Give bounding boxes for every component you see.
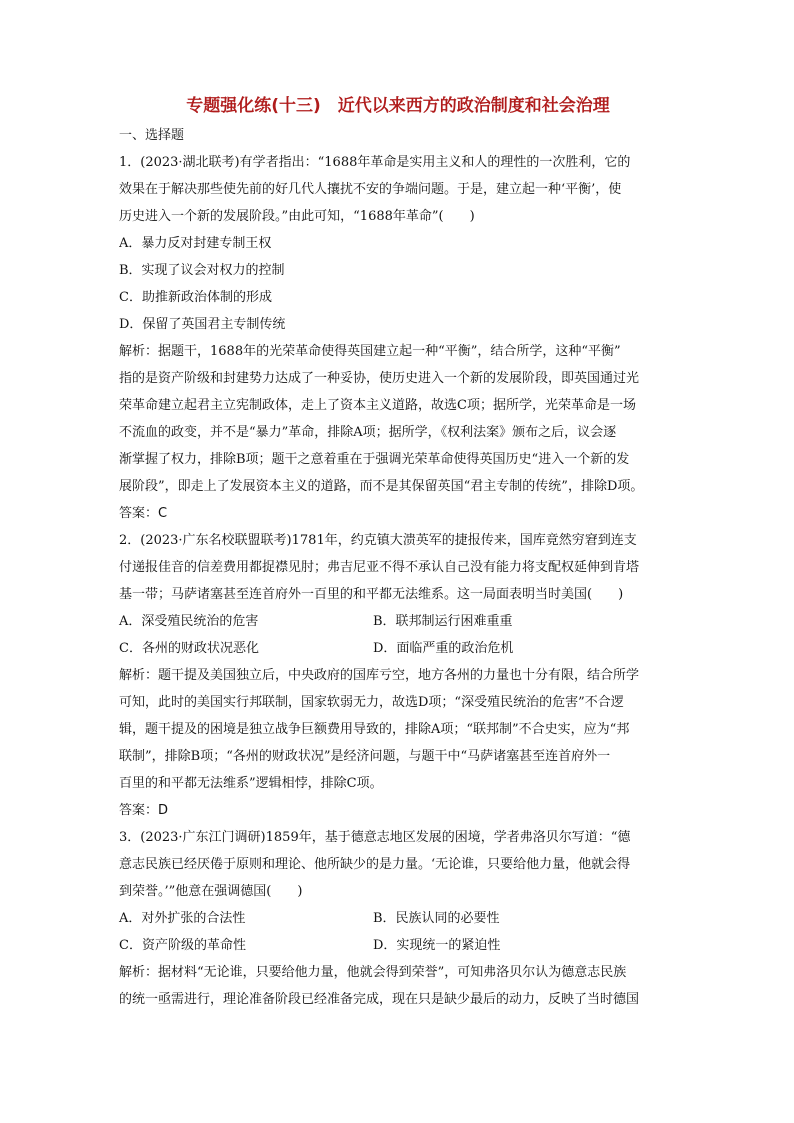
question-stem-line: 到荣誉。’”他意在强调德国( )	[119, 884, 303, 899]
question-stem-line: 2．(2023·广东名校联盟联考)1781年，约克镇大溃英军的捷报传来，国库竟然穷窘到连支	[119, 533, 637, 548]
answer-line: 答案：D	[119, 803, 169, 818]
option-a: A．深受殖民统治的危害	[119, 614, 259, 629]
option-d: D．面临严重的政治危机	[373, 641, 514, 656]
document-page	[119, 92, 677, 1013]
question-stem-line: 历史进入一个新的发展阶段。”由此可知，“1688年革命”( )	[119, 209, 475, 224]
question-1	[119, 149, 677, 527]
option-row	[119, 635, 677, 662]
analysis-line: 联制”，排除B项；“各州的财政状况”是经济问题，与题干中“马萨诸塞甚至连首府外一	[119, 749, 611, 764]
question-stem-line: 意志民族已经厌倦于原则和理论、他所缺少的是力量。‘无论谁，只要给他力量，他就会得	[119, 857, 631, 872]
option-b: B．民族认同的必要性	[373, 911, 500, 926]
question-stem-line: 付递报佳音的信差费用都捉襟见肘；弗吉尼亚不得不承认自己没有能力将支配权延伸到肯塔	[119, 560, 640, 575]
analysis-line: 的统一亟需进行，理论准备阶段已经准备完成，现在只是缺少最后的动力，反映了当时德国	[119, 992, 640, 1007]
option-b: B．实现了议会对权力的控制	[119, 263, 285, 278]
analysis-line: 解析：题干提及美国独立后，中央政府的国库亏空，地方各州的力量也十分有限，结合所学	[119, 668, 640, 683]
section-heading: 一、选择题	[119, 128, 185, 143]
analysis-line: 可知，此时的美国实行邦联制，国家软弱无力，故选D项；“深受殖民统治的危害”不合逻	[119, 695, 624, 710]
analysis-line: 展阶段”，即走上了发展资本主义的道路，而不是其保留英国“君主专制的传统”，排除D项。	[119, 479, 644, 494]
question-stem-line: 基一带；马萨诸塞甚至连首府外一百里的和平都无法维系。这一局面表明当时美国( )	[119, 587, 624, 602]
option-row	[119, 905, 677, 932]
question-stem-line: 3．(2023·广东江门调研)1859年，基于德意志地区发展的困境，学者弗洛贝尔写道：“德	[119, 830, 631, 845]
analysis-line: 荣革命建立起君主立宪制政体，走上了资本主义道路，故选C项；据所学，光荣革命是一场	[119, 398, 636, 413]
analysis-line: 渐掌握了权力，排除B项；题干之意着重在于强调光荣革命使得英国历史“进入一个新的发	[119, 452, 630, 467]
analysis-line: 辑，题干提及的困境是独立战争巨额费用导致的，排除A项；“联邦制”不合史实，应为“邦	[119, 722, 630, 737]
analysis-line: 解析：据材料“无论谁，只要给他力量，他就会得到荣誉”，可知弗洛贝尔认为德意志民族	[119, 965, 627, 980]
option-a: A．暴力反对封建专制王权	[119, 236, 272, 251]
option-c: C．资产阶级的革命性	[119, 938, 246, 953]
option-row	[119, 608, 677, 635]
page-title: 专题强化练(十三) 近代以来西方的政治制度和社会治理	[186, 96, 610, 116]
analysis-line: 解析：据题干，1688年的光荣革命使得英国建立起一种“平衡”，结合所学，这种“平衡”	[119, 344, 621, 359]
option-c: C．助推新政治体制的形成	[119, 290, 272, 305]
question-stem-line: 效果在于解决那些使先前的好几代人攘扰不安的争端问题。于是，建立起一种‘平衡’，使	[119, 182, 622, 197]
analysis-line: 指的是资产阶级和封建势力达成了一种妥协，使历史进入一个新的发展阶段，即英国通过光	[119, 371, 640, 386]
analysis-line: 不流血的政变，并不是“暴力”革命，排除A项；据所学，《权利法案》颁布之后，议会逐	[119, 425, 617, 440]
question-3	[119, 824, 677, 1013]
option-d: D．保留了英国君主专制传统	[119, 317, 286, 332]
option-c: C．各州的财政状况恶化	[119, 641, 259, 656]
option-a: A．对外扩张的合法性	[119, 911, 246, 926]
option-row	[119, 932, 677, 959]
option-d: D．实现统一的紧迫性	[373, 938, 501, 953]
analysis-line: 百里的和平都无法维系”逻辑相悖，排除C项。	[119, 776, 383, 791]
answer-line: 答案：C	[119, 506, 168, 521]
question-2	[119, 527, 677, 824]
option-b: B．联邦制运行困难重重	[373, 614, 513, 629]
question-stem-line: 1．(2023·湖北联考)有学者指出：“1688年革命是实用主义和人的理性的一次胜利，它的	[119, 155, 631, 170]
